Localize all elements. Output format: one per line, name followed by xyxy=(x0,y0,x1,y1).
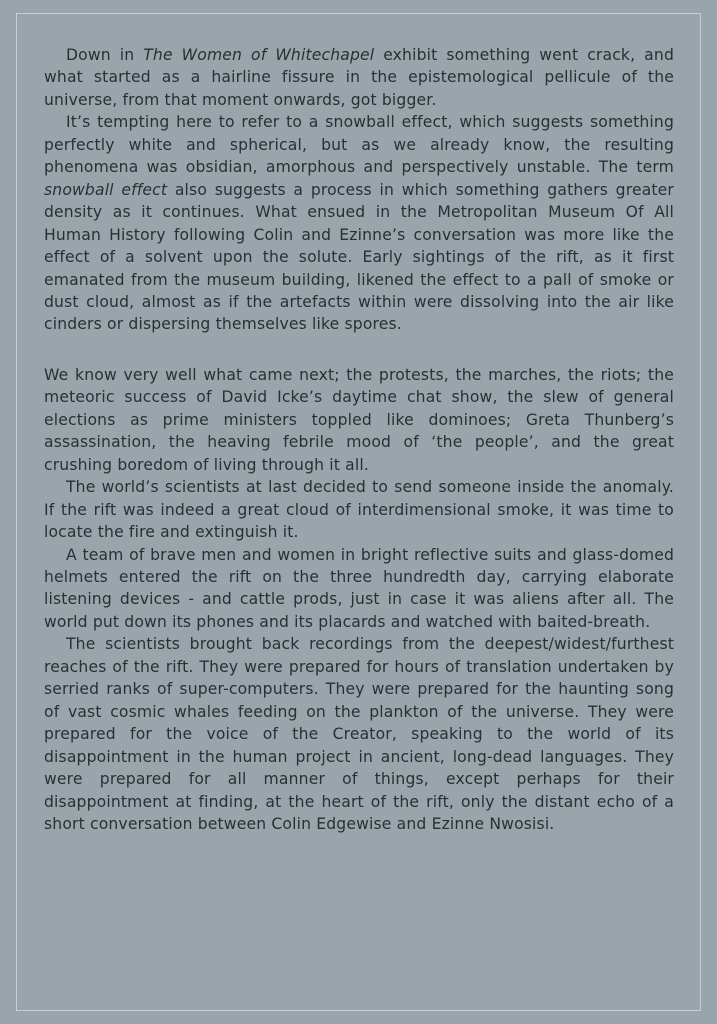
text-run: exhibit something went crack, and what started as a hairline fissure in the epistemological pellicule of the universe, from that moment onwards, got bigger. xyxy=(44,46,674,109)
italic-run: snowball effect xyxy=(44,180,168,199)
text-run: The world’s scientists at last decided to send someone inside the anomaly. If the rift was indeed a great cloud of interdimensional smoke, it was time to locate the fire and extinguish it. xyxy=(44,478,674,542)
paragraph xyxy=(44,544,674,634)
text-run: also suggests a process in which something gathers greater density as it continues. What ensued in the Metropolitan Museum Of All Human History following Colin and Ezinne’s conversation was more like the effect of a solvent upon the solute. Early sightings of the rift, as it first emanated from the museum building, likened the effect to a pall of smoke or dust cloud, almost as if the artefacts within were dissolving into the air like cinders or dispersing themselves like spores. xyxy=(44,180,674,334)
text-run: The scientists brought back recordings from the deepest/widest/furthest reaches of the rift. They were prepared for hours of translation undertaken by serried ranks of super-computers. They were prepared for the haunting song of vast cosmic whales feeding on the plankton of the universe. They were prepared for the voice of the Creator, speaking to the world of its disappointment in the human project in ancient, long-dead languages. They were prepared for all manner of things, except perhaps for their disappointment at finding, at the heart of the rift, only the distant echo of a short conversation between Colin Edgewise and Ezinne Nwosisi. xyxy=(44,635,674,833)
document-body xyxy=(44,44,674,835)
text-run: A team of brave men and women in bright reflective suits and glass-domed helmets entered the rift on the three hundredth day, carrying elaborate listening devices - and cattle prods, just in case it was aliens after all. The world put down its phones and its placards and watched with baited-breath. xyxy=(44,545,674,631)
paragraph xyxy=(44,44,674,111)
text-run: Down in xyxy=(66,46,144,64)
text-run: We know very well what came next; the protests, the marches, the riots; the meteoric success of David Icke’s daytime chat show, the slew of general elections as prime ministers toppled like dominoes; Greta Thunberg’s assassination, the heaving febrile mood of ‘the people’, and the great crushing boredom of living through it all. xyxy=(44,365,674,474)
paragraph-gap xyxy=(44,336,674,364)
text-run: It’s tempting here to refer to a snowball effect, which suggests something perfectly white and spherical, but as we already know, the resulting phenomena was obsidian, amorphous and perspectively unstable. The term xyxy=(44,113,674,177)
paragraph xyxy=(44,364,674,476)
italic-run: The Women of Whitechapel xyxy=(143,46,375,64)
paragraph xyxy=(44,476,674,543)
paragraph xyxy=(44,111,674,336)
paragraph xyxy=(44,633,674,835)
